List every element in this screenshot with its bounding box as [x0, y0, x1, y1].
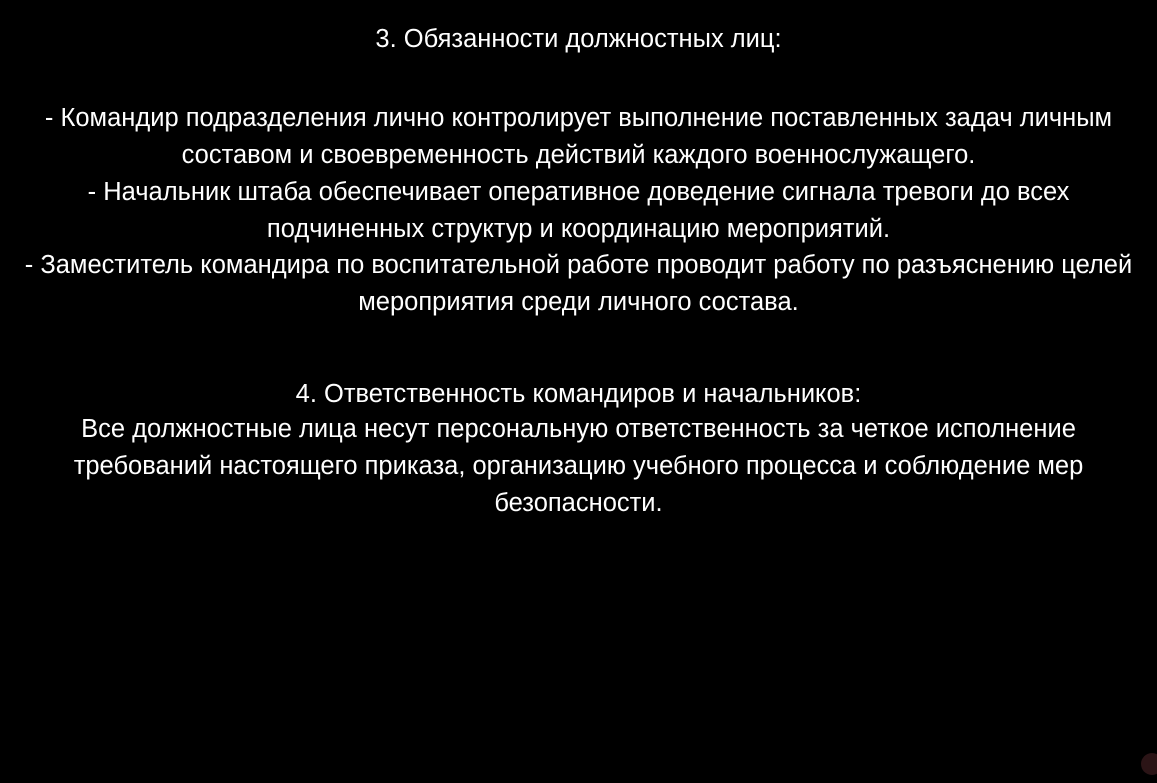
section-3-heading: 3. Обязанности должностных лиц: [375, 25, 782, 53]
section-3-paragraph-3: - Заместитель командира по воспитательной работе проводит работу по разъяснению целей мероприятия среди личного состава. [24, 251, 1133, 317]
spacer [18, 56, 1139, 100]
section-3 [18, 22, 1139, 321]
spacer [18, 321, 1139, 377]
section-3-paragraph-2: - Начальник штаба обеспечивает оперативное доведение сигнала тревоги до всех подчиненных структур и координацию мероприятий. [87, 177, 1070, 243]
section-4-heading: 4. Ответственность командиров и начальников: [295, 379, 862, 408]
section-4 [18, 377, 1139, 522]
corner-dot-decoration [1141, 753, 1157, 775]
section-3-paragraph-1: - Командир подразделения лично контролирует выполнение поставленных задач личным составом и своевременность действий каждого военнослужащего. [44, 104, 1113, 170]
section-4-paragraph-1: Все должностные лица несут персональную ответственность за четкое исполнение требований настоящего приказа, организацию учебного процесса и соблюдение мер безопасности. [73, 415, 1084, 517]
